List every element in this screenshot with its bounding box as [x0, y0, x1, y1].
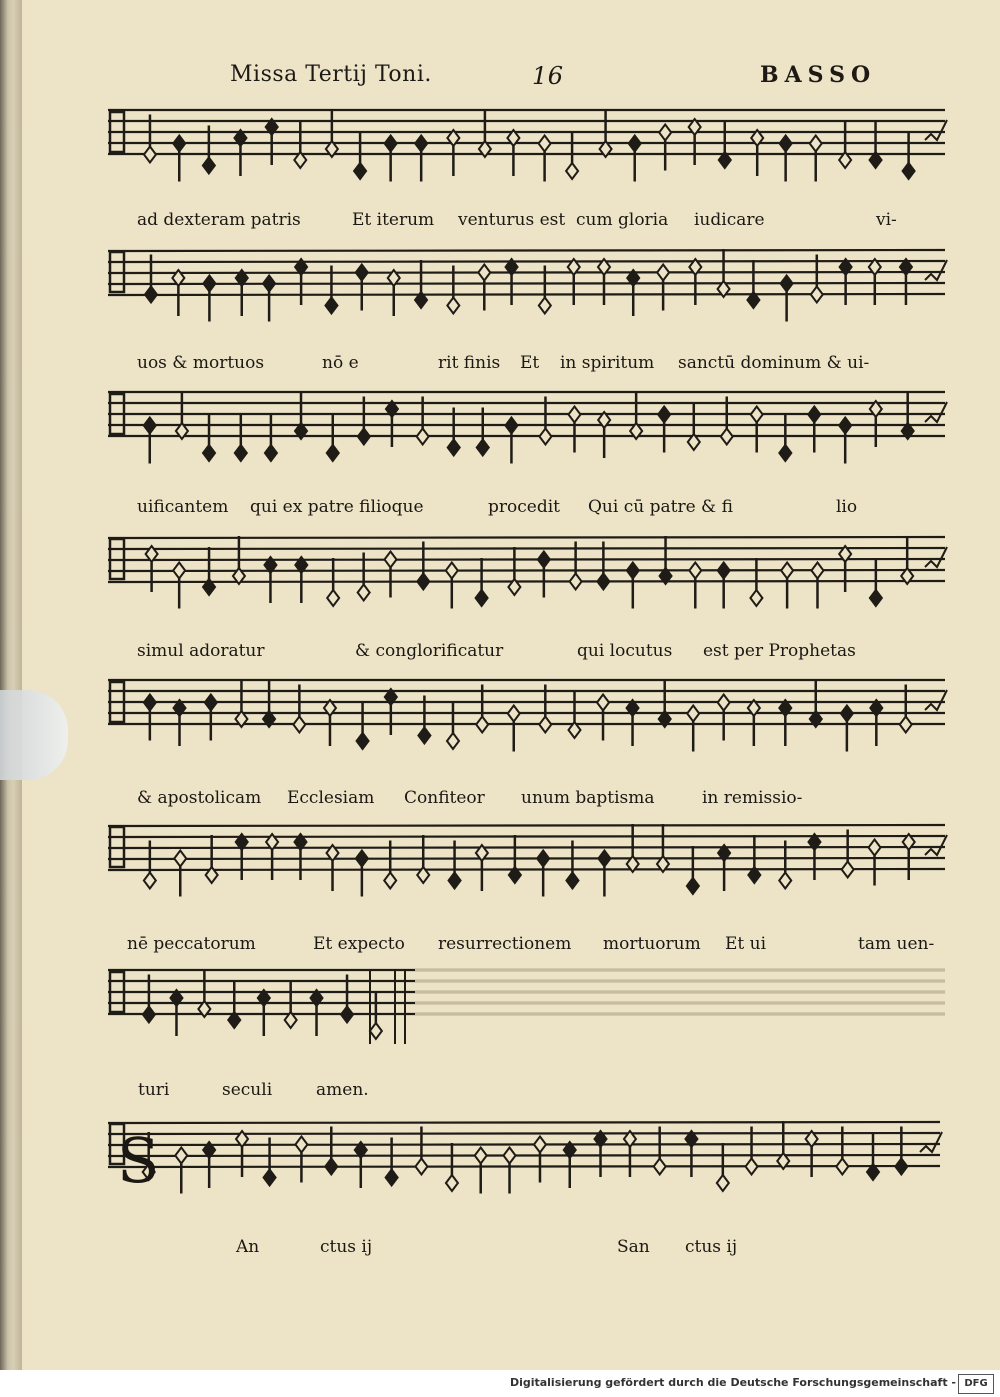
- custos: [925, 260, 947, 280]
- note-head: [566, 163, 578, 179]
- lyric-syllable: in remissio-: [702, 788, 803, 808]
- note-head: [505, 418, 517, 434]
- note-head: [385, 136, 397, 152]
- note-head: [568, 407, 580, 423]
- note-head: [539, 717, 551, 733]
- lyric-syllable: iudicare: [694, 210, 765, 230]
- note-head: [870, 590, 882, 606]
- note-head: [203, 445, 215, 461]
- note-head: [811, 563, 823, 579]
- note-head: [900, 717, 912, 733]
- lyric-syllable: nē peccatorum: [127, 934, 256, 954]
- staff-line: [108, 1166, 940, 1167]
- lyric-syllable: vi-: [876, 210, 897, 230]
- lyric-syllable: Et expecto: [313, 934, 405, 954]
- note-head: [144, 418, 156, 434]
- note-head: [203, 276, 215, 292]
- note-head: [597, 695, 609, 711]
- note-head: [417, 574, 429, 590]
- note-head: [718, 563, 730, 579]
- staff-line: [108, 825, 945, 826]
- note-head: [538, 552, 550, 568]
- staff-line: [108, 283, 945, 284]
- note-head: [534, 1137, 546, 1153]
- lyric-syllable: rit finis: [438, 353, 501, 373]
- note-head: [265, 445, 277, 461]
- lyric-syllable: ad dexteram patris: [137, 210, 301, 230]
- custos: [920, 1132, 942, 1152]
- custos: [925, 120, 947, 140]
- note-head: [415, 1159, 427, 1175]
- note-head: [145, 287, 157, 303]
- note-head: [144, 873, 156, 889]
- note-head: [627, 563, 639, 579]
- lyric-syllable: Confiteor: [404, 788, 485, 808]
- note-head: [263, 276, 275, 292]
- note-head: [657, 265, 669, 281]
- staff-line: [108, 1144, 940, 1145]
- staff-line: [108, 272, 945, 273]
- note-head: [415, 136, 427, 152]
- note-head: [781, 563, 793, 579]
- lyric-syllable: uificantem: [137, 497, 229, 517]
- note-head: [869, 840, 881, 856]
- lyric-syllable: est per Prophetas: [703, 641, 856, 661]
- note-head: [447, 298, 459, 314]
- lyric-syllable: seculi: [222, 1080, 273, 1100]
- note-head: [358, 585, 370, 601]
- staff-line: [108, 847, 945, 848]
- note-head: [566, 873, 578, 889]
- lyric-syllable: qui locutus: [577, 641, 673, 661]
- lyric-syllable: Ecclesiam: [287, 788, 375, 808]
- note-head: [446, 1175, 458, 1191]
- note-head: [357, 733, 369, 749]
- note-head: [721, 429, 733, 445]
- note-head: [358, 429, 370, 445]
- note-head: [478, 265, 490, 281]
- note-head: [327, 445, 339, 461]
- note-head: [839, 418, 851, 434]
- note-head: [598, 851, 610, 867]
- note-head: [539, 136, 551, 152]
- note-head: [295, 1137, 307, 1153]
- note-head: [687, 878, 699, 894]
- note-head: [717, 1175, 729, 1191]
- mass-title: Missa Tertij Toni.: [230, 62, 432, 87]
- initial-letter: S: [117, 1124, 160, 1197]
- note-head: [718, 695, 730, 711]
- lyric-syllable: simul adoratur: [137, 641, 265, 661]
- voice-part-label: BASSO: [760, 62, 877, 88]
- note-head: [746, 1159, 758, 1175]
- note-head: [418, 728, 430, 744]
- note-head: [174, 851, 186, 867]
- lyric-syllable: Et: [520, 353, 540, 373]
- note-head: [476, 590, 488, 606]
- note-head: [841, 706, 853, 722]
- note-head: [449, 873, 461, 889]
- lyric-syllable: sanctū dominum & ui-: [678, 353, 870, 373]
- note-head: [417, 429, 429, 445]
- note-head: [689, 563, 701, 579]
- note-head: [539, 429, 551, 445]
- custos: [925, 835, 947, 855]
- note-head: [781, 276, 793, 292]
- note-head: [356, 851, 368, 867]
- note-head: [842, 862, 854, 878]
- note-head: [750, 590, 762, 606]
- note-head: [780, 136, 792, 152]
- lyric-syllable: amen.: [316, 1080, 369, 1100]
- note-head: [293, 717, 305, 733]
- note-head: [356, 265, 368, 281]
- note-head: [143, 1007, 155, 1023]
- staff-line: [108, 261, 945, 262]
- note-head: [173, 563, 185, 579]
- lyric-syllable: cum gloria: [576, 210, 669, 230]
- note-head: [175, 1148, 187, 1164]
- lyric-syllable: ctus ij: [320, 1237, 373, 1257]
- note-head: [903, 163, 915, 179]
- lyric-syllable: venturus est: [458, 210, 566, 230]
- staff-line: [108, 548, 945, 549]
- note-head: [384, 873, 396, 889]
- note-head: [446, 563, 458, 579]
- lyric-syllable: tam uen-: [858, 934, 935, 954]
- note-head: [448, 440, 460, 456]
- staff-line: [108, 537, 945, 538]
- staff-line: [108, 858, 945, 859]
- lyric-syllable: lio: [836, 497, 858, 517]
- staff-line: [108, 1133, 940, 1134]
- lyric-syllable: unum baptisma: [521, 788, 655, 808]
- dfg-logo: DFG: [958, 1374, 994, 1394]
- lyric-syllable: procedit: [488, 497, 560, 517]
- lyric-syllable: & conglorificatur: [355, 641, 504, 661]
- note-head: [504, 1148, 516, 1164]
- note-head: [203, 158, 215, 174]
- lyric-syllable: Qui cū patre & fi: [588, 497, 733, 517]
- note-head: [235, 445, 247, 461]
- lyric-syllable: in spiritum: [560, 353, 655, 373]
- lyric-syllable: turi: [138, 1080, 170, 1100]
- note-head: [384, 552, 396, 568]
- lyric-syllable: An: [236, 1237, 260, 1257]
- note-head: [144, 147, 156, 163]
- page-number: 16: [532, 62, 564, 90]
- note-head: [537, 851, 549, 867]
- lyric-syllable: resurrectionem: [438, 934, 572, 954]
- note-head: [325, 298, 337, 314]
- lyric-syllable: nō e: [322, 353, 359, 373]
- note-head: [447, 733, 459, 749]
- custos: [925, 402, 947, 422]
- note-head: [659, 125, 671, 141]
- note-head: [811, 287, 823, 303]
- staff-line: [108, 1122, 940, 1123]
- staff-line: [108, 581, 945, 582]
- note-head: [654, 1159, 666, 1175]
- note-head: [477, 440, 489, 456]
- staff-line: [108, 1155, 940, 1156]
- note-head: [836, 1159, 848, 1175]
- note-head: [658, 407, 670, 423]
- note-head: [325, 1159, 337, 1175]
- lyric-syllable: mortuorum: [603, 934, 701, 954]
- note-head: [386, 1170, 398, 1186]
- staff-line: [108, 559, 945, 560]
- lyric-syllable: & apostolicam: [137, 788, 262, 808]
- note-head: [779, 873, 791, 889]
- note-head: [539, 298, 551, 314]
- note-head: [895, 1159, 907, 1175]
- note-head: [341, 1007, 353, 1023]
- footer-credit: Digitalisierung gefördert durch die Deutsche Forschungsgemeinschaft -: [509, 1376, 956, 1389]
- lyric-syllable: San: [617, 1237, 650, 1257]
- lyric-syllable: ctus ij: [685, 1237, 738, 1257]
- note-head: [687, 706, 699, 722]
- lyric-syllable: Et ui: [725, 934, 767, 954]
- note-head: [629, 136, 641, 152]
- note-head: [205, 695, 217, 711]
- note-head: [810, 136, 822, 152]
- staff-line: [108, 250, 945, 251]
- note-head: [144, 695, 156, 711]
- staff-line: [108, 836, 945, 837]
- lyric-syllable: uos & mortuos: [137, 353, 265, 373]
- footer-bar: [0, 1370, 1000, 1397]
- note-head: [264, 1170, 276, 1186]
- note-head: [476, 717, 488, 733]
- custos: [925, 547, 947, 567]
- note-head: [751, 407, 763, 423]
- note-head: [327, 590, 339, 606]
- note-head: [508, 706, 520, 722]
- custos: [925, 690, 947, 710]
- note-head: [808, 407, 820, 423]
- note-head: [370, 1023, 382, 1039]
- note-head: [597, 574, 609, 590]
- note-head: [354, 163, 366, 179]
- note-head: [570, 574, 582, 590]
- note-head: [779, 445, 791, 461]
- staff-line: [108, 869, 945, 870]
- note-head: [173, 136, 185, 152]
- lyric-syllable: Et iterum: [352, 210, 435, 230]
- note-head: [475, 1148, 487, 1164]
- lyric-syllable: qui ex patre filioque: [250, 497, 424, 517]
